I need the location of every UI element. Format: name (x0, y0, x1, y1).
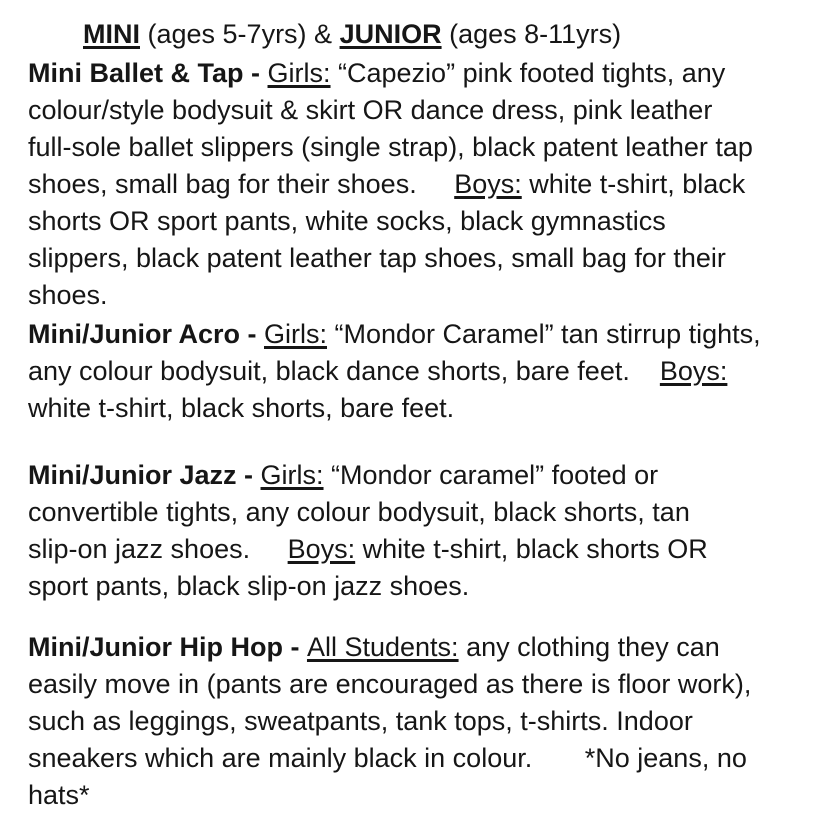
text-line (28, 55, 806, 92)
body-text: full-sole ballet slippers (single strap), black patent leather tap (28, 132, 753, 162)
body-text: slippers, black patent leather tap shoes, small bag for their (28, 243, 726, 273)
body-text: sport pants, black slip-on jazz shoes. (28, 571, 470, 601)
age-group-name: JUNIOR (339, 19, 442, 49)
course-heading: Mini Ballet & Tap - (28, 58, 268, 88)
text-line (28, 740, 806, 777)
body-text: “Capezio” pink footed tights, any (330, 58, 726, 88)
course-heading: Mini/Junior Jazz - (28, 460, 261, 490)
body-text: white t-shirt, black (521, 169, 746, 199)
body-text: *No jeans, no (584, 743, 747, 773)
body-text: any clothing they can (458, 632, 720, 662)
body-text: shorts OR sport pants, white socks, black gymnastics (28, 206, 666, 236)
body-text: “Mondor caramel” footed or (323, 460, 659, 490)
group-label: Girls: (260, 460, 324, 490)
text-line (28, 666, 806, 703)
course-heading: Mini/Junior Acro - (28, 319, 264, 349)
text-line (28, 353, 806, 390)
body-text: (ages 5-7yrs) & (140, 19, 340, 49)
paragraph-mini-junior-hip-hop (28, 629, 806, 814)
body-text: convertible tights, any colour bodysuit, black shorts, tan (28, 497, 690, 527)
group-label: Girls: (267, 58, 331, 88)
group-label: Boys: (454, 169, 522, 199)
course-heading: Mini/Junior Hip Hop - (28, 632, 307, 662)
body-text: white t-shirt, black shorts, bare feet. (28, 393, 455, 423)
text-line (28, 703, 806, 740)
body-text: sneakers which are mainly black in colour. (28, 743, 585, 773)
group-label: Boys: (287, 534, 356, 564)
body-text: any colour bodysuit, black dance shorts, bare feet. (28, 356, 660, 386)
text-line (28, 166, 806, 203)
text-line (28, 316, 806, 353)
text-line (28, 457, 806, 494)
body-text: colour/style bodysuit & skirt OR dance dress, pink leather (28, 95, 713, 125)
text-line (28, 531, 806, 568)
text-line (28, 277, 806, 314)
paragraph-mini-junior-acro (28, 316, 806, 427)
text-line (28, 494, 806, 531)
text-line (28, 129, 806, 166)
text-line (28, 240, 806, 277)
body-text: white t-shirt, black shorts OR (355, 534, 708, 564)
body-text: shoes. (28, 280, 108, 310)
body-text: hats* (28, 780, 90, 810)
body-text: (ages 8-11yrs) (441, 19, 622, 49)
body-text: shoes, small bag for their shoes. (28, 169, 455, 199)
paragraph-mini-junior-jazz (28, 457, 806, 605)
text-line (28, 629, 806, 666)
body-text: slip-on jazz shoes. (28, 534, 288, 564)
group-label: Girls: (264, 319, 327, 349)
body-text: “Mondor Caramel” tan stirrup tights, (327, 319, 761, 349)
age-group-name: MINI (83, 19, 140, 49)
text-line (28, 777, 806, 814)
group-label: Boys: (659, 356, 728, 386)
paragraphs-container (28, 55, 806, 814)
body-text: such as leggings, sweatpants, tank tops, t-shirts. Indoor (28, 706, 693, 736)
text-line (28, 568, 806, 605)
body-text: easily move in (pants are encouraged as there is floor work), (28, 669, 752, 699)
group-label: All Students: (306, 632, 459, 662)
title-line (28, 16, 806, 53)
text-line (28, 92, 806, 129)
text-line (28, 203, 806, 240)
text-line (28, 390, 806, 427)
paragraph-mini-ballet-tap (28, 55, 806, 314)
